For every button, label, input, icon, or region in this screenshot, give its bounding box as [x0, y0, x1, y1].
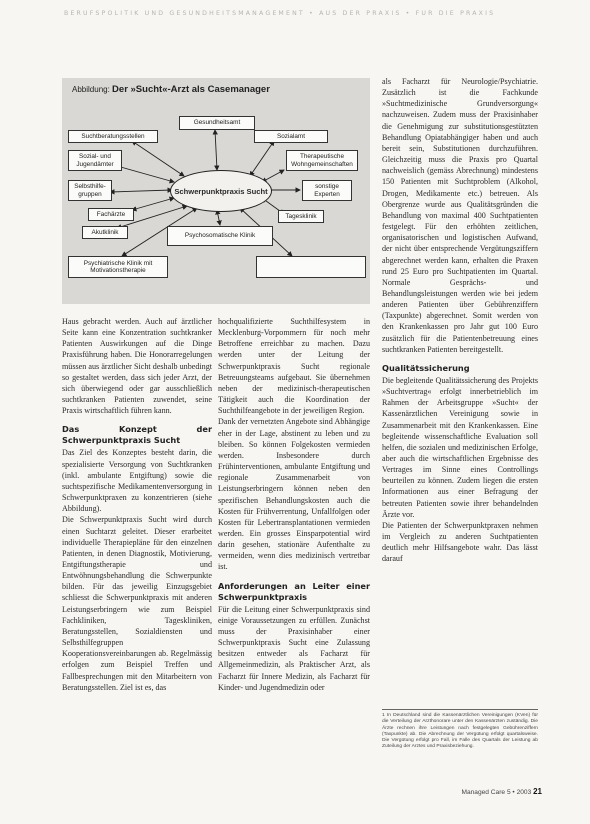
section-heading-anforderungen: Anforderungen an Leiter einer Schwerpunktpraxis [218, 580, 370, 602]
figure-title [72, 84, 270, 95]
journal-name: Managed Care [461, 789, 506, 796]
paragraph: Das Ziel des Konzeptes besteht darin, die spezialisierte Versorgung von Suchtkranken (inkl. ambulante Entgiftung) sowie die suchtspezifische Medikamentenversorgung in Schwerpunktpraxen zu konzentrieren (siehe Abbildung). [62, 448, 212, 514]
node-selbsthilfe: Selbsthilfe-gruppen [68, 180, 112, 201]
figure-title-text: Der »Sucht«-Arzt als Casemanager [112, 84, 270, 95]
node-akutklinik: Akutklinik [82, 226, 128, 239]
paragraph: hochqualifizierte Suchthilfesystem in Mecklenburg-Vorpommern für noch mehr Betroffene erreichbar zu machen. Dazu werden unter der Leitung der Schwerpunktpraxis Sucht regionale Betreuungsteams aufgebaut. Sie übernehmen neben der medizinisch-therapeutischen Tätigkeit auch die Koordination der Suchthilfeangebote in der jeweiligen Region. [218, 317, 370, 416]
issue-number: 5 • 2003 [506, 789, 532, 796]
node-suchtfachklinik [256, 256, 366, 278]
column-1 [62, 316, 212, 693]
column-2 [218, 316, 370, 693]
node-gesundheitsamt: Gesundheitsamt [179, 116, 255, 130]
paragraph: Die begleitende Qualitätssicherung des Projekts »Suchtvertrag« erfolgt innerbetrieblich im Rahmen der Arbeitsgruppe »Sucht« der Kassenärztlichen Vereinigung sowie in Zusammenarbeit mit den Krankenkassen. Eine begleitende wissenschaftliche Evaluation soll helfen, die sozialen und medizinischen Erfolge, aber auch die wirtschaftlichen Ergebnisse des Vertrages im Sinne eines Controllings beurteilen zu können. Zudem liegen die ersten Informationen aus einer Befragung der betreuten Patienten sowie ihrer behandelnden Ärzte vor. [382, 375, 538, 519]
paragraph: Für die Leitung einer Schwerpunktpraxis sind einige Voraussetzungen zu erfüllen. Zunächst muss der Praxisinhaber einer Schwerpunktpraxis Sucht eine Zulassung besitzen entweder als Facharzt für Allgemeinmedizin, als Praktischer Arzt, als Facharzt für Innere Medizin, als Facharzt für Kinder- und Jugendmedizin oder [218, 604, 370, 692]
column-3 [382, 76, 538, 565]
page-number: 21 [533, 787, 542, 796]
node-therapeutische-wg: Therapeutische Wohngemeinschaften [286, 150, 358, 171]
figure-case-manager [62, 78, 370, 304]
node-fachaerzte: Fachärzte [88, 208, 134, 221]
section-heading-konzept: Das Konzept der Schwerpunktpraxis Sucht [62, 424, 212, 446]
footnote-divider [382, 709, 538, 710]
paragraph: Dank der vernetzten Angebote sind Abhängige eher in der Lage, abstinent zu leben und zu bleiben. So können Folgekosten vermieden werden. Insbesondere durch Frühinterventionen, ambulante Entgiftung und regionale Zusammenarbeit von Leistungserbringern können neben den spezifischen Behandlungskosten auch die Kosten für Frühverrentung, Unfallfolgen oder Kosten für Lebertransplantationen vermieden werden. Ein grosses Einsparpotential wird darin gesehen, stationäre Aufenthalte zu vermeiden, wenn dies medizinisch vertretbar ist. [218, 417, 370, 572]
node-sozialamt: Sozialamt [254, 130, 328, 143]
paragraph: Haus gebracht werden. Auch auf ärztlicher Seite kann eine Konzentration suchtkranker Patienten Auswirkungen auf die Dinge Praxisführung haben. Die Honorarregelungen müssen aus ärztlicher Sicht deshalb unbedingt so gestaltet werden, dass sich jeder Arzt, der sich überwiegend oder gar ausschließlich suchtkranken Patienten zuwendet, seine Praxis wirtschaftlich führen kann. [62, 317, 212, 416]
paragraph: Die Patienten der Schwerpunktpraxen nehmen im Vergleich zu anderen Suchtpatienten deutlich mehr Hilfsangebote wahr. Das lässt darauf [382, 520, 538, 564]
paragraph: als Facharzt für Neurologie/Psychiatrie. Zusätzlich ist die Fachkunde »Suchtmedizinische Grundversorgung« nachzuweisen. Zudem muss der Praxisinhaber die Genehmigung zur substitutionsgestützten Behandlung Opiatabhängiger haben und auch bereit sein, Substitutionen durchzuführen. Gleichzeitig muss die Praxis pro Quartal nachweislich (gemäss Abrechnung) mindestens 150 Patienten mit Suchtproblem (Alkohol, Drogen, Medikamente etc.) betreuen. Als Obergrenze wurde aus Qualitätsgründen die Behandlung von maximal 400 Suchtpatienten festgelegt. Für den erhöhten zeitlichen, organisatorischen und logistischen Aufwand, der nicht über entsprechende Vergütungsziffern abgerechnet werden kann, erhalten die Praxen rund 25 Euro pro Suchtpatienten im Quartal. Normale Gesprächs- und Behandlungsleistungen werden wie bei jedem anderen Patienten über Gebührenziffern (Taxpunkte) abgerechnet. Somit werden von den Krankenkassen pro Jahr gut 100 Euro zusätzlich für die Patientenbetreuung eines suchtkranken Patienten bereitgestellt. [382, 77, 538, 354]
node-psychosomatische-klinik: Psychosomatische Klinik [167, 226, 273, 246]
section-heading-qualitaet: Qualitätssicherung [382, 362, 470, 373]
node-sozialdienste: Sozial- und Jugendämter [68, 150, 122, 171]
node-tagesklinik: Tagesklinik [278, 210, 324, 223]
footnote: 1 In Deutschland sind die Kassenärztlichen Vereinigungen (KVen) für die Verteilung der Arzthonorare unter den Kassenärzten zuständig. Die Ärzte rechnen ihre Leistungen nach festgelegten Gebührenziffern (Taxpunkte) ab. Die Abrechnung der Vergütung erfolgt quartalsweise. Die Vergütung erfolgt pro Fall, im Falle des Quartals der Leistung ab Zuteilung der Arztes und Praxisbeziehung. [382, 713, 538, 750]
figure-prefix: Abbildung: [72, 85, 110, 94]
page-footer [382, 787, 542, 796]
node-experten: sonstige Experten [302, 180, 352, 201]
node-psychiatrische-klinik: Psychiatrische Klinik mit Motivationstherapie [68, 256, 168, 278]
paragraph: Die Schwerpunktpraxis Sucht wird durch einen Suchtarzt geleitet. Dieser erarbeitet individuelle Therapiepläne für den einzelnen Patienten, in denen Diagnostik, Motivierung, Entgiftungstherapie und Entwöhnungsbehandlung die Schwerpunkte bilden. Für das jeweilig Einzugsgebiet schliesst die Schwerpunktpraxis mit anderen Leistungserbringern wie zum Beispiel Fachkliniken, Tageskliniken, Beratungsstellen, Sozialdiensten und Selbsthilfegruppen Kooperationsvereinbarungen ab. Regelmässig erfolgen zum Beispiel Treffen und Fallbesprechungen mit den Mitarbeitern von Beratungsstellen. Ziel ist es, das [62, 515, 212, 692]
node-schwerpunktpraxis: Schwerpunktpraxis Sucht [170, 170, 272, 212]
node-suchtberatung: Suchtberatungsstellen [68, 130, 158, 143]
running-header: BERUFSPOLITIK UND GESUNDHEITSMANAGEMENT • AUS DER PRAXIS • FÜR DIE PRAXIS [64, 10, 496, 17]
